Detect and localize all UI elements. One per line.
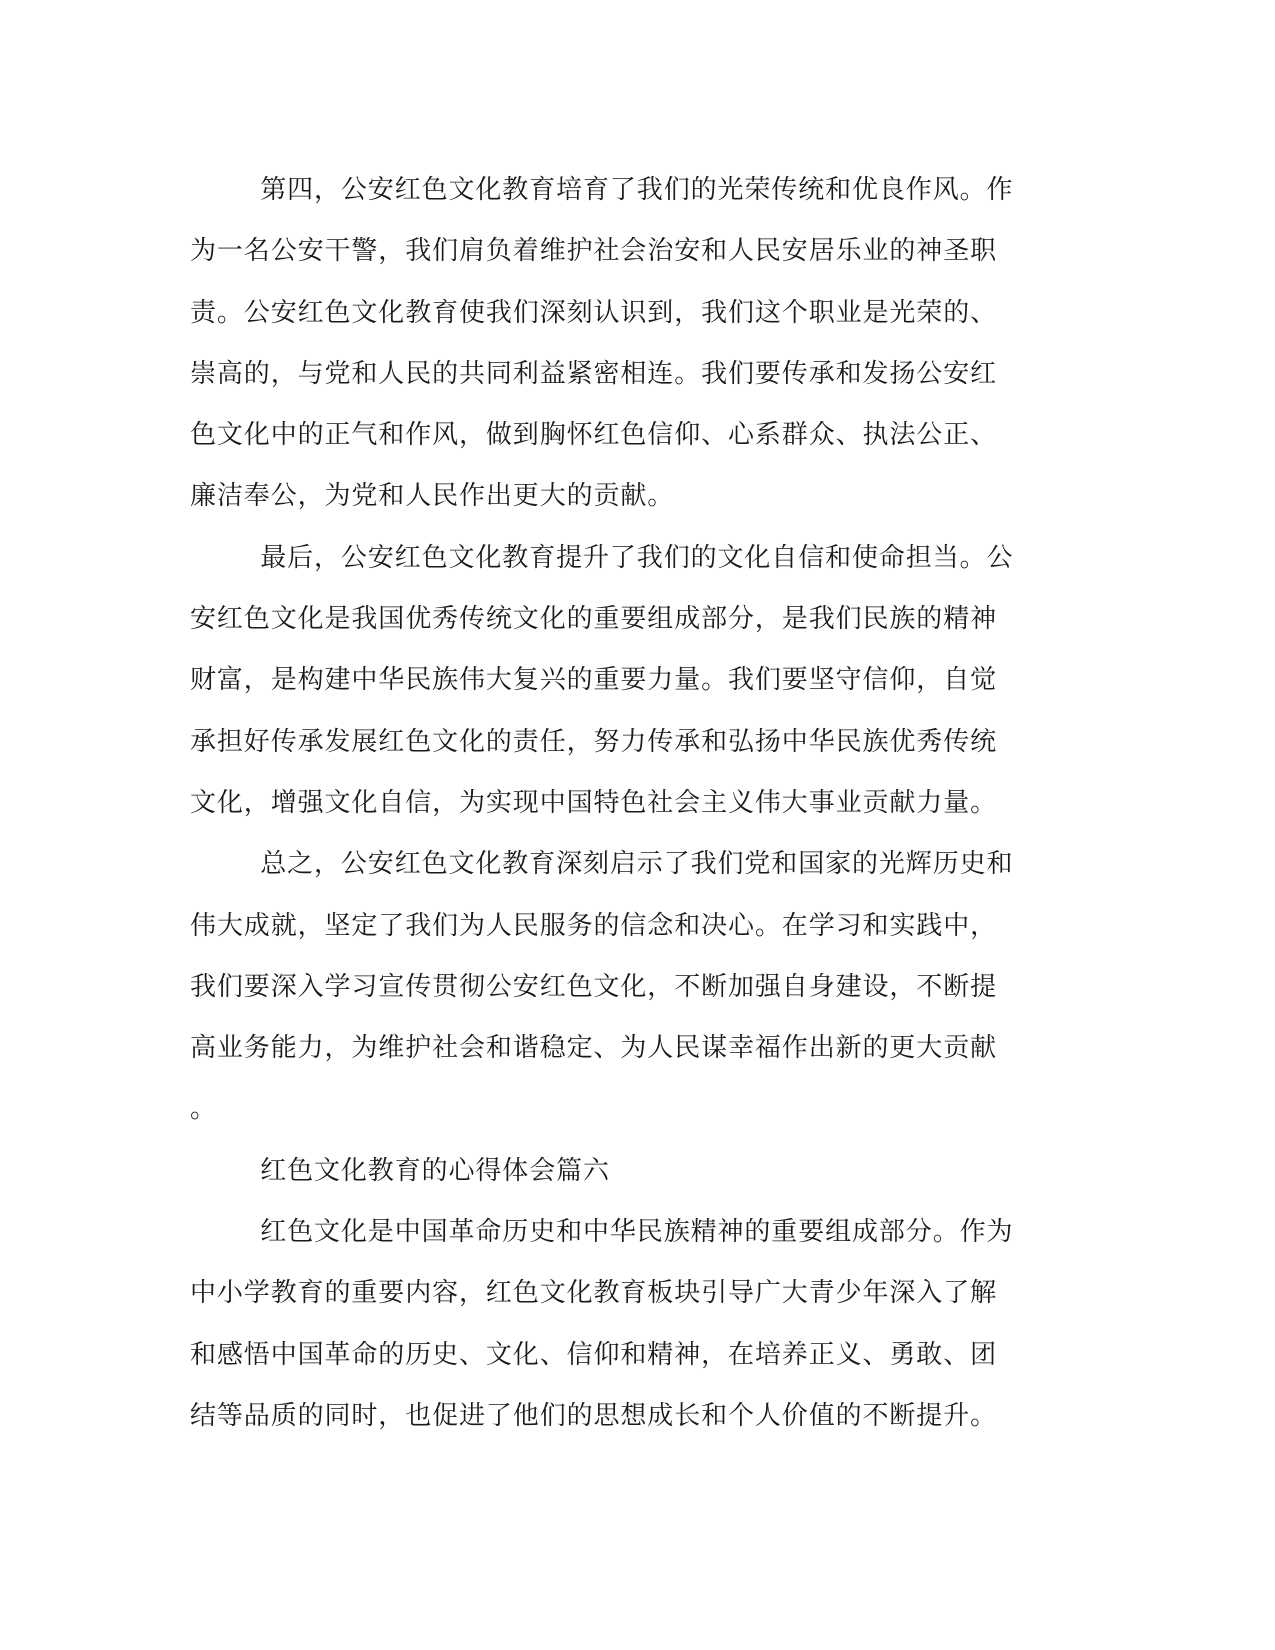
text-line: 承担好传承发展红色文化的责任，努力传承和弘扬中华民族优秀传统: [190, 726, 998, 757]
text-line: 第四，公安红色文化教育培育了我们的光荣传统和优良作风。作: [260, 175, 1014, 205]
text-line: 财富，是构建中华民族伟大复兴的重要力量。我们要坚守信仰，自觉: [190, 665, 998, 696]
text-line: 高业务能力，为维护社会和谐稳定、为人民谋幸福作出新的更大贡献: [190, 1033, 998, 1064]
text-line: 为一名公安干警，我们肩负着维护社会治安和人民安居乐业的神圣职: [190, 236, 998, 267]
text-line: 最后，公安红色文化教育提升了我们的文化自信和使命担当。公: [260, 542, 1014, 573]
text-line: 色文化中的正气和作风，做到胸怀红色信仰、心系群众、执法公正、: [190, 420, 998, 451]
text-line: 中小学教育的重要内容，红色文化教育板块引导广大青少年深入了解: [190, 1278, 998, 1309]
text-line: 安红色文化是我国优秀传统文化的重要组成部分，是我们民族的精神: [190, 604, 998, 635]
text-line: 责。公安红色文化教育使我们深刻认识到，我们这个职业是光荣的、: [190, 297, 998, 328]
section-heading: 红色文化教育的心得体会篇六: [260, 1155, 610, 1186]
text-line: 。: [190, 1094, 217, 1125]
paragraph-finally: [190, 528, 1080, 834]
paragraph-conclusion: [190, 834, 1080, 1140]
text-line: 文化，增强文化自信，为实现中国特色社会主义伟大事业贡献力量。: [190, 787, 998, 818]
text-line: 结等品质的同时，也促进了他们的思想成长和个人价值的不断提升。: [190, 1400, 998, 1431]
paragraph-fourth-point: [190, 160, 1080, 528]
text-line: 总之，公安红色文化教育深刻启示了我们党和国家的光辉历史和: [260, 849, 1014, 880]
paragraph-red-culture-intro: [190, 1202, 1080, 1447]
text-line: 崇高的，与党和人民的共同利益紧密相连。我们要传承和发扬公安红: [190, 358, 998, 389]
text-line: 红色文化是中国革命历史和中华民族精神的重要组成部分。作为: [260, 1217, 1014, 1248]
text-line: 伟大成就，坚定了我们为人民服务的信念和决心。在学习和实践中，: [190, 910, 998, 941]
text-line: 和感悟中国革命的历史、文化、信仰和精神，在培养正义、勇敢、团: [190, 1339, 998, 1370]
text-line: 我们要深入学习宣传贯彻公安红色文化，不断加强自身建设，不断提: [190, 971, 998, 1002]
text-line: 廉洁奉公，为党和人民作出更大的贡献。: [190, 481, 675, 512]
document-body: [190, 160, 1080, 1447]
